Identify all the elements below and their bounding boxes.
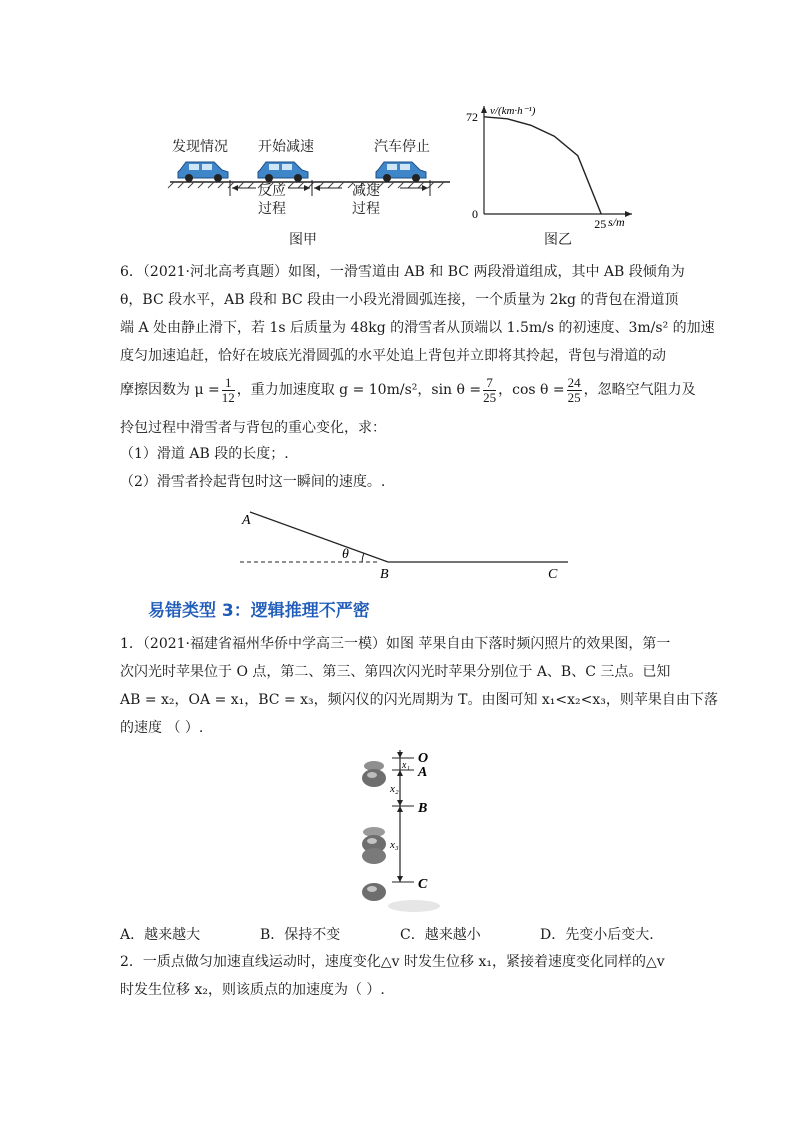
option-c[interactable]: C．越来越小 (400, 927, 481, 943)
caption-jia: 图甲 (289, 232, 317, 248)
q6-line-3: 端 A 处由静止滑下，若 1s 后质量为 48kg 的滑雪者从顶端以 1.5m/s 的初速度、3m/s² 的加速 (120, 320, 715, 336)
apple-strobe-photo (354, 748, 454, 914)
car-road-diagram (160, 152, 460, 212)
label-x3: x₃ (390, 839, 399, 851)
point-c-label: C (548, 567, 558, 582)
v-s-chart (460, 100, 640, 228)
option-a[interactable]: A．越来越大 (120, 927, 201, 943)
q6-line-2: θ，BC 段水平，AB 段和 BC 段由一小段光滑圆弧连接，一个质量为 2kg 的背包在滑道顶 (120, 292, 679, 308)
theta-arc (362, 553, 364, 562)
q2-line-2: 时发生位移 x₂，则该质点的加速度为（ ）. (120, 982, 385, 998)
ski-slope-diagram (230, 500, 580, 584)
y-tick-72: 72 (466, 109, 478, 124)
theta-label: θ (342, 547, 349, 562)
q6-line-6: 拎包过程中滑雪者与背包的重心变化，求： (120, 420, 386, 436)
label-process-1: 过程 (258, 201, 286, 217)
q1-line-3: AB = x₂，OA = x₁，BC = x₃，频闪仪的闪光周期为 T。由图可知 x₁<x₂<x₃，则苹果自由下落 (120, 692, 718, 708)
sin-num: 7 (483, 376, 496, 391)
q6-sub-2: （2）滑雪者拎起背包时这一瞬间的速度。. (120, 474, 386, 490)
q6-sub-1: （1）滑道 AB 段的长度；. (120, 446, 289, 462)
car-icon (258, 162, 308, 182)
cos-num: 24 (567, 374, 581, 390)
caption-yi: 图乙 (544, 232, 572, 248)
slope-ab (250, 512, 388, 562)
q6-line-5 (120, 374, 696, 406)
mu-den: 12 (221, 389, 235, 405)
apple-icon (362, 827, 386, 864)
q1-line-4: 的速度 （ ）. (120, 720, 204, 736)
sin-fraction (483, 376, 496, 405)
mu-num: 1 (222, 376, 235, 391)
label-c: C (418, 877, 428, 892)
label-a: A (418, 765, 428, 780)
q2-line-1: 2．一质点做匀加速直线运动时，速度变化△v 时发生位移 x₁，紧接着速度变化同样的△v (120, 954, 665, 970)
label-x1: x₁ (402, 760, 410, 771)
option-b[interactable]: B．保持不变 (260, 927, 341, 943)
mu-fraction (222, 376, 235, 405)
label-decel: 减速 (352, 183, 380, 199)
q6-line-5a: 摩擦因数为 μ = (120, 382, 220, 398)
q6-line-5c: ，cos θ = (498, 382, 565, 398)
label-process-2: 过程 (352, 201, 380, 217)
q1-line-1: 1．（2021·福建省福州华侨中学高三一模）如图 苹果自由下落时频闪照片的效果图，第一 (120, 636, 671, 652)
label-car-stop: 汽车停止 (374, 139, 430, 155)
q6-line-4: 度匀加速追赶，恰好在坡底光滑圆弧的水平处追上背包并立即将其拎起，背包与滑道的动 (120, 348, 666, 364)
x-axis-label: s/m (608, 215, 625, 228)
v-s-curve (484, 117, 601, 214)
apple-icon (362, 761, 386, 787)
q6-line-5b: ，重力加速度取 g = 10m/s²，sin θ = (236, 382, 482, 398)
sin-den: 25 (483, 389, 497, 405)
q6-line-1: 6．（2021·河北高考真题）如图，一滑雪道由 AB 和 BC 两段滑道组成，其中 AB 段倾角为 (120, 264, 685, 280)
label-o: O (418, 751, 429, 766)
cos-fraction (567, 376, 582, 405)
point-b-label: B (380, 567, 389, 582)
label-x2: x₂ (390, 783, 399, 795)
cos-den: 25 (567, 389, 581, 405)
car-icon (376, 162, 426, 182)
section-heading: 易错类型 3：逻辑推理不严密 (148, 601, 370, 621)
origin-label: 0 (472, 207, 478, 221)
label-b: B (418, 801, 428, 816)
y-axis-arrow (481, 106, 487, 113)
x-axis-arrow (625, 211, 632, 217)
q1-line-2: 次闪光时苹果位于 O 点，第二、第三、第四次闪光时苹果分别位于 A、B、C 三点。已知 (120, 664, 671, 680)
x-tick-25: 25 (594, 217, 607, 228)
y-axis-label: v/(km·h⁻¹) (490, 105, 536, 117)
option-d[interactable]: D．先变小后变大. (540, 927, 654, 943)
car-icon (178, 162, 228, 182)
label-start-brake: 开始减速 (258, 139, 314, 155)
label-reaction: 反应 (258, 183, 286, 199)
point-a-label: A (242, 513, 251, 528)
label-discover: 发现情况 (172, 139, 228, 155)
q6-line-5d: ，忽略空气阻力及 (583, 382, 696, 398)
